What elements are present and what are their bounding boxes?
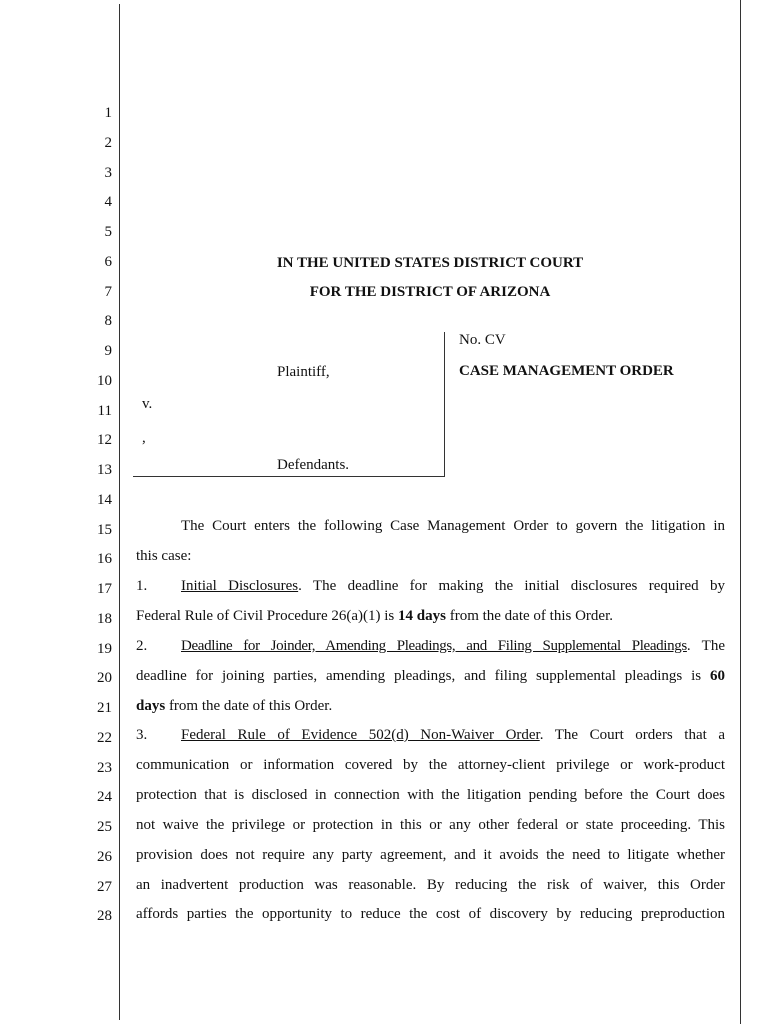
- section-3-line-1: [181, 725, 725, 745]
- section-1-line-2: [136, 606, 613, 626]
- defendant-name-placeholder: ,: [142, 430, 146, 446]
- line-number: 28: [97, 908, 112, 925]
- section-3-line-2: communication or information covered by the attorney-client privilege or work-product: [136, 757, 725, 773]
- line-number: 2: [104, 134, 112, 151]
- line-number: 7: [104, 283, 112, 300]
- section-3-heading: Federal Rule of Evidence 502(d) Non-Waiver Order: [181, 727, 540, 743]
- line-number: 10: [97, 372, 112, 389]
- section-2-line-2: [136, 666, 725, 686]
- section-2-number: 2.: [136, 638, 148, 654]
- line-number: 13: [97, 462, 112, 478]
- line-number: 20: [97, 670, 112, 687]
- court-heading: IN THE UNITED STATES DISTRICT COURT: [276, 255, 584, 271]
- case-number: No. CV: [459, 332, 506, 348]
- line-number: 9: [104, 343, 112, 359]
- line-number: 4: [104, 194, 112, 211]
- section-3-line-6: an inadvertent production was reasonable. By reducing the risk of waiver, this Order: [136, 877, 725, 893]
- line-number: 18: [97, 610, 112, 627]
- section-1-heading: Initial Disclosures: [181, 578, 299, 594]
- section-2-deadline-unit: days: [136, 698, 166, 714]
- section-1-deadline: 14 days: [398, 608, 446, 624]
- section-2-line-2-text: deadline for joining parties, amending pleadings, and filing supplemental pleadings is: [136, 668, 710, 684]
- line-number: 11: [97, 402, 112, 419]
- line-number: 6: [104, 253, 112, 270]
- line-number: 22: [97, 729, 112, 746]
- defendants-label: Defendants.: [277, 457, 350, 473]
- intro-line-1: The Court enters the following Case Management Order to govern the litigation in: [181, 518, 725, 534]
- section-1-line-2-text: Federal Rule of Civil Procedure 26(a)(1) is: [136, 608, 399, 624]
- section-3-line-4: not waive the privilege or protection in this or any other federal or state proceeding. This: [136, 817, 725, 833]
- line-number: 21: [97, 700, 112, 716]
- versus-label: v.: [142, 396, 153, 412]
- section-1-line-2-end: from the date of this Order.: [445, 608, 613, 624]
- line-number: 14: [97, 491, 112, 508]
- section-1-number: 1.: [136, 578, 148, 594]
- section-2-line-1-text: . The: [686, 638, 725, 654]
- line-number: 1: [104, 105, 112, 121]
- section-1-line-1: [181, 576, 725, 596]
- line-number: 5: [104, 224, 112, 240]
- line-number: 26: [97, 848, 112, 865]
- line-number: 23: [97, 759, 112, 776]
- line-number: 19: [97, 640, 112, 657]
- right-margin-rule: [740, 0, 741, 1024]
- section-3-line-1-text: . The Court orders that a: [539, 727, 725, 743]
- section-2-line-1: [181, 636, 725, 656]
- line-number: 25: [97, 819, 112, 835]
- section-1-line-1-text: . The deadline for making the initial disclosures required by: [298, 578, 725, 594]
- line-number: 3: [104, 164, 112, 181]
- left-margin-rule: [119, 4, 120, 1020]
- line-number: 16: [97, 551, 112, 568]
- caption-horizontal-rule: [133, 476, 445, 477]
- order-title: CASE MANAGEMENT ORDER: [459, 363, 674, 379]
- section-2-line-3-text: from the date of this Order.: [165, 698, 333, 714]
- section-3-line-7: affords parties the opportunity to reduce the cost of discovery by reducing preproduction: [136, 906, 725, 922]
- section-3-line-5: provision does not require any party agreement, and it avoids the need to litigate whether: [136, 847, 725, 863]
- plaintiff-label: Plaintiff,: [277, 364, 330, 380]
- section-2-line-3: [136, 696, 332, 716]
- section-3-line-3: protection that is disclosed in connection with the litigation pending before the Court does: [136, 787, 725, 803]
- line-number: 24: [97, 789, 112, 806]
- section-2-deadline-number: 60: [710, 668, 725, 684]
- line-number: 12: [97, 432, 112, 449]
- line-number: 8: [104, 313, 112, 330]
- section-3-number: 3.: [136, 727, 148, 743]
- line-number: 15: [97, 521, 112, 538]
- section-2-heading: Deadline for Joinder, Amending Pleadings, and Filing Supplemental Pleadings: [181, 638, 687, 654]
- line-number: 17: [97, 581, 112, 597]
- district-heading: FOR THE DISTRICT OF ARIZONA: [309, 284, 551, 300]
- line-number: 27: [97, 878, 112, 895]
- intro-line-2: this case:: [136, 548, 192, 564]
- caption-vertical-rule: [444, 332, 445, 477]
